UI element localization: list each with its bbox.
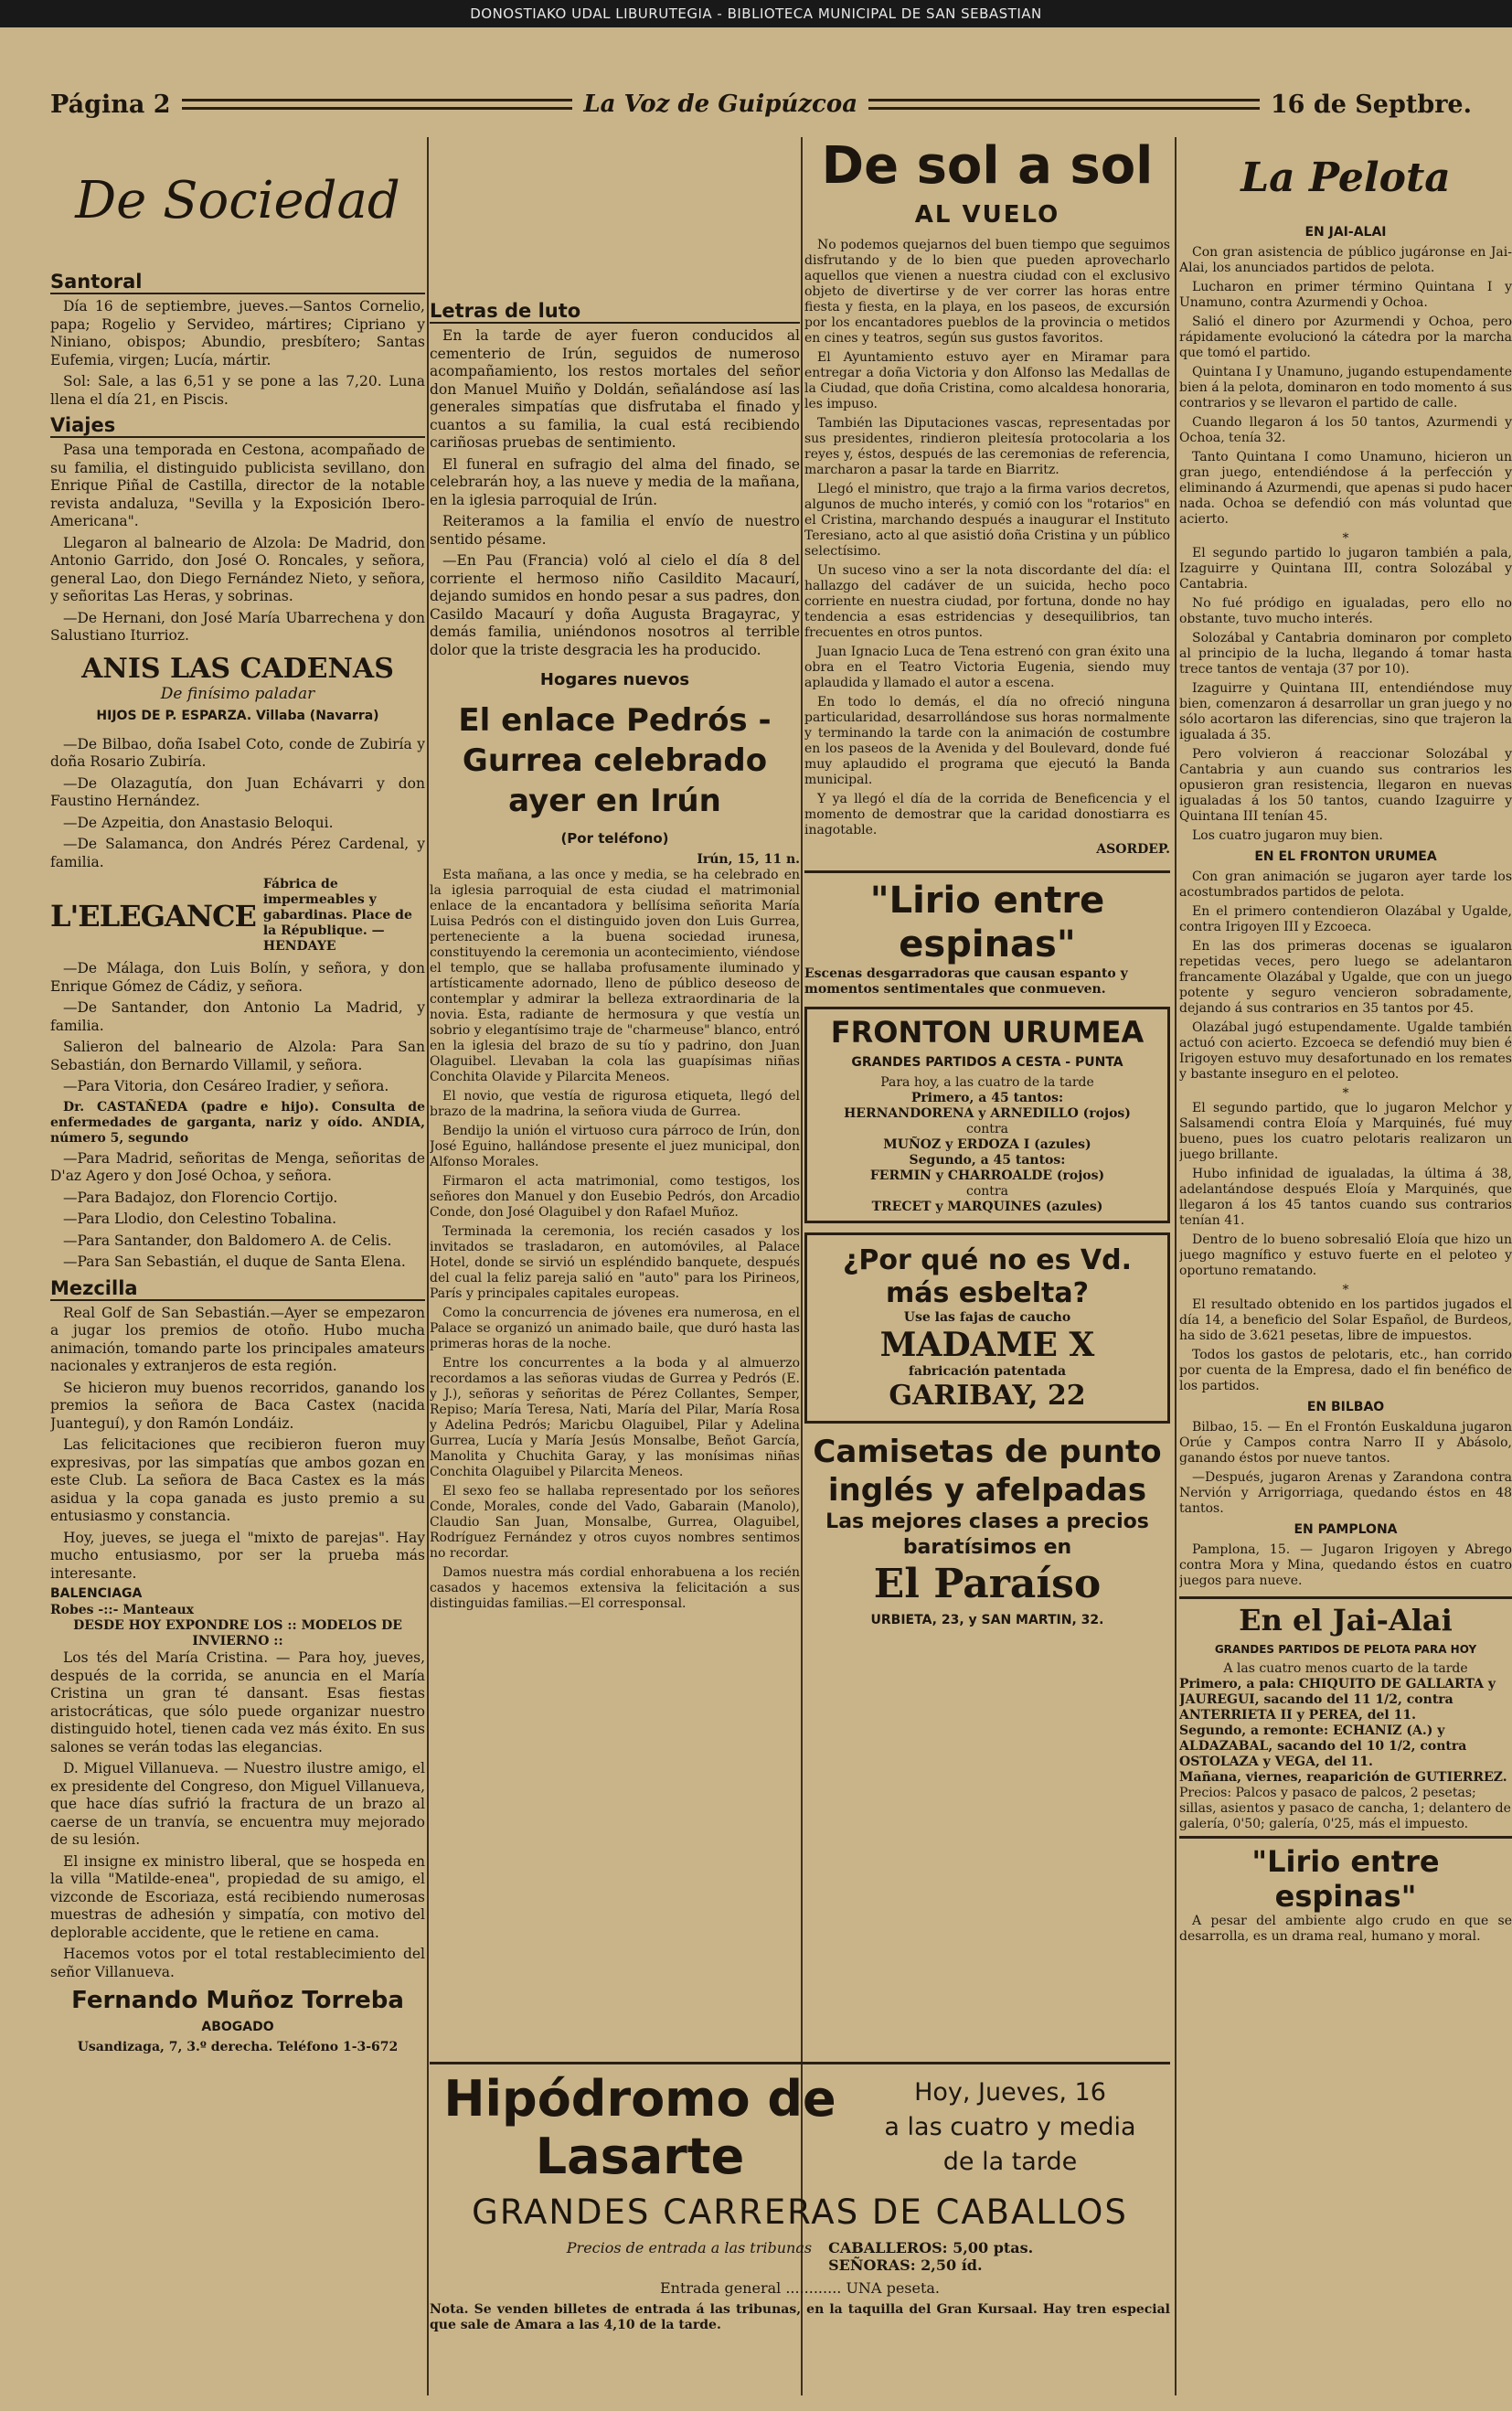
paragraph: A pesar del ambiente algo crudo en que se desarrolla, es un drama real, humano y moral. [1179,1914,1512,1944]
paragraph: —Para San Sebastián, el duque de Santa Elena. [63,1254,406,1270]
paragraph: —Para Badajoz, don Florencio Cortijo. [63,1189,338,1206]
separator-asterisk: * [1342,1086,1349,1101]
ad-text: Fábrica de impermeables y gabardinas. Place de la République. — HENDAYE [262,877,412,954]
ad-line: Use las fajas de caucho [903,1310,1071,1325]
ad-line: inglés y afelpadas [827,1472,1147,1509]
paragraph: Cuando llegaron á los 50 tantos, Azurmendi y Ochoa, tenía 32. [1179,415,1512,445]
paragraph: Damos nuestra más cordial enhorabuena a los recién casados y hacemos extensiva la felicitación a sus distinguidas familias.—El corresponsal. [430,1565,800,1611]
ad-title: Fernando Muñoz Torreba [71,1987,404,2014]
paragraph: Las felicitaciones que recibieron fueron muy expresivas, por las simpatías que ambos gozan en este Club. La señora de Baca Castex es la más asidua y la copa ganada es justo premio a su entusiasmo y constancia. [50,1436,425,1524]
ad-maker: HIJOS DE P. ESPARZA. Villaba (Navarra) [96,708,379,723]
ad-line: FERMIN y CHARROALDE (rojos) [869,1168,1105,1183]
ad-balenciaga [50,1586,425,1649]
column-luto-enlace [430,137,800,2395]
paragraph: Lucharon en primer término Quintana I y Unamuno, contra Azurmendi y Ochoa. [1179,280,1512,310]
ad-title: "Lirio entre espinas" [869,880,1105,965]
ad-line: fabricación patentada [908,1364,1067,1379]
paragraph: Los cuatro jugaron muy bien. [1192,828,1383,843]
paragraph: Hacemos votos por el total restablecimiento del señor Villanueva. [50,1946,425,1980]
paragraph: También las Diputaciones vascas, representadas por sus presidentes, rindieron pleitesía protocolaria a los reyes y, éstos, después de las ceremonias de referencia, marcharon a pasar la tarde en Biarritz. [804,416,1170,477]
column-la-pelota [1179,137,1512,2395]
paragraph: El novio, que vestía de rigurosa etiqueta, llegó del brazo de la madrina, la señora viuda de Gurrea. [430,1089,800,1119]
masthead-rule-right [868,99,1260,110]
paragraph: —De Azpeitia, don Anastasio Beloqui. [63,814,334,831]
ad-line: a las cuatro y media [884,2113,1136,2141]
paragraph: —De Málaga, don Luis Bolín, y señora, y don Enrique Gómez de Cádiz, y señora. [50,960,425,995]
ad-line: HERNANDORENA y ARNEDILLO (rojos) [844,1106,1131,1121]
article-headline: El enlace Pedrós - Gurrea celebrado ayer en Irún [458,702,772,819]
column-divider [427,137,429,2395]
paragraph: —De Olazagutía, don Juan Echávarri y don Faustino Hernández. [50,774,425,809]
ad-title: "Lirio entre espinas" [1251,1844,1440,1914]
ad-el-paraiso [804,1433,1170,1627]
paragraph: No fué pródigo en igualadas, pero ello no obstante, tuvo mucho interés. [1179,596,1512,626]
prices-list [828,2239,1033,2274]
ad-note: Nota. Se venden billetes de entrada á las tribunas, en la taquilla del Gran Kursaal. Hay tren especial que sale de Amara a las 4,10 de la tarde. [430,2302,1170,2332]
ad-line: TRECET y MARQUINES (azules) [871,1200,1103,1214]
ad-line: Hoy, Jueves, 16 [914,2078,1106,2107]
paragraph: Izaguirre y Quintana III, entendiéndose muy bien, comenzaron á desarrollar un gran juego y no sólo acortaron las diferencias, sino que trajeron la igualada á 35. [1179,681,1512,742]
ad-subtitle: De finísimo paladar [160,684,315,703]
ad-lirio-2 [1179,1844,1512,1945]
paragraph: Solozábal y Cantabria dominaron por completo al principio de la lucha, llegando á tomar hasta trece tantos de ventaja (37 por 10). [1179,631,1512,677]
ad-prices: Precios: Palcos y pasaco de palcos, 2 pesetas; sillas, asientos y pasaco de cancha, 1; delantero de galería, 0'50; galería, 0'25, más el impuesto. [1179,1786,1511,1831]
paragraph: Reiteramos a la familia el envío de nuestro sentido pésame. [430,513,800,548]
separator-asterisk: * [1342,531,1349,546]
paragraph: Esta mañana, a las once y media, se ha celebrado en la iglesia parroquial de esta ciudad el matrimonial enlace de la encantadora y bellísima señorita María Luisa Pedrós con el distinguido joven don Luis Gurrea, perteneciente a la buena sociedad irunesa, constituyendo la ceremonia un acontecimiento, viéndose el templo, que se hallaba profusamente iluminado y artísticamente adornado, lleno de público deseoso de contemplar y admirar la belleza extraordinaria de la novia. Esta, radiante de hermosura y que vestía un sobrio y elegantísimo traje de "charmeuse" blanco, entró en la iglesia del brazo de su tío y padrino, don Juan Olaguibel. Llevaban la cola las guapísimas niñas Conchita Olavide y Pilarcita Meneos. [430,868,800,1084]
issue-date: 16 de Septbre. [1270,90,1473,119]
paragraph: —De Hernani, don José María Ubarrechena y don Salustiano Iturrioz. [50,609,425,644]
subsection-head: EN PAMPLONA [1294,1522,1398,1537]
paragraph: Firmaron el acta matrimonial, como testigos, los señores don Manuel y don Eusebio Pedrós, don Arcadio Conde, don José Olaguibel y don Rafael Muñoz. [430,1174,800,1220]
ad-brand: MADAME X [879,1326,1095,1364]
paragraph: Bilbao, 15. — En el Frontón Euskalduna jugaron Orúe y Campos contra Narro II y Abásolo, ganando éstos por nueve tantos. [1179,1420,1512,1466]
paragraph: Y ya llegó el día de la corrida de Beneficencia y el momento de demostrar que la caridad donostiarra es inagotable. [804,792,1170,837]
paragraph: Con gran animación se jugaron ayer tarde los acostumbrados partidos de pelota. [1179,869,1512,900]
ad-hipodromo [430,2062,1170,2400]
ad-line: de la tarde [942,2148,1078,2176]
paragraph: Los tés del María Cristina. — Para hoy, jueves, después de la corrida, se anuncia en el María Cristina un gran té dansant. Esas fiestas aristocráticas, que sólo puede organizar nuestro distinguido hotel, tienen cada vez más éxito. En sus salones se verán todas las elegancias. [50,1649,425,1755]
column-de-sol-a-sol [804,137,1170,2057]
ad-line: Las mejores clases a precios baratísimos en [825,1510,1149,1559]
paragraph: Sol: Sale, a las 6,51 y se pone a las 7,20. Luna llena el día 21, en Piscis. [50,373,425,408]
paragraph: El sexo feo se hallaba representado por los señores Conde, Morales, conde del Vado, Gabarain (Manolo), Claudio San Juan, Monsalbe, Gurrea, Olaguibel, Rodríguez Fernández y otros cuyos nombres sentimos no recordar. [430,1484,800,1561]
paragraph: Hoy, jueves, se juega el "mixto de parejas". Hay mucho entusiasmo, por ser la prueba más interesante. [50,1529,425,1582]
paragraph: D. Miguel Villanueva. — Nuestro ilustre amigo, el ex presidente del Congreso, don Miguel Villanueva, que hace días sufrió la fractura de un brazo al caerse de un tranvía, se encuentra muy mejorado de su lesión. [50,1760,425,1848]
ad-subtitle: Robes -::- Manteaux [50,1603,194,1617]
ad-text: DESDE HOY EXPONDRE LOS :: MODELOS DE INVIERNO :: [73,1618,402,1648]
ad-jai-alai [1179,1596,1512,1839]
ad-castaneda: Dr. CASTAÑEDA (padre e hijo). Consulta de enfermedades de garganta, nariz y oído. ANDIA, número 5, segundo [50,1099,425,1146]
library-header: DONOSTIAKO UDAL LIBURUTEGIA - BIBLIOTECA MUNICIPAL DE SAN SEBASTIAN [0,0,1512,27]
ad-line: Para hoy, a las cuatro de la tarde [880,1075,1094,1090]
paragraph: Terminada la ceremonia, los recién casados y los invitados se trasladaron, en automóviles, al Palace Hotel, donde se sirvió un espléndido banquete, después del cual la feliz pareja salió en "auto" para los Pirineos, París y principales capitales europeas. [430,1224,800,1301]
page-number: Página 2 [50,90,171,119]
column-sociedad [50,137,425,2395]
paragraph: Quintana I y Unamuno, jugando estupendamente bien á la pelota, dominaron en todo momento á sus contrarios y se llevaron el partido de calle. [1179,365,1512,411]
paragraph: Tanto Quintana I como Unamuno, hicieron un gran juego, entendiéndose á la perfección y eliminando á Azurmendi, que apenas si pudo hacer nada. Ochoa se defendió con más voluntad que acierto. [1179,450,1512,527]
paragraph: Bendijo la unión el virtuoso cura párroco de Irún, don José Eguino, hallándose presente el juez municipal, don Alfonso Morales. [430,1124,800,1169]
masthead-rule-left [182,99,573,110]
paragraph: Llegó el ministro, que trajo a la firma varios decretos, algunos de mucho interés, y comió con los "rotarios" en el Cristina, marchando después a inaugurar el Instituto Teresiano, acto al que asistió doña Cristina y un público selectísimo. [804,482,1170,559]
ad-elegance [50,877,425,955]
price-general: Entrada general ............ UNA peseta. [659,2279,941,2297]
paragraph: Salió el dinero por Azurmendi y Ochoa, pero rápidamente evolucionó la cátedra por la marcha que tomó el partido. [1179,315,1512,360]
ad-title: ¿Por qué no es Vd. más esbelta? [842,1244,1132,1309]
ad-subtitle: ABOGADO [201,2020,274,2034]
price-senoras: SEÑORAS: 2,50 íd. [828,2256,983,2274]
ad-line: MUÑOZ y ERDOZA I (azules) [883,1137,1091,1152]
paragraph: El Ayuntamiento estuvo ayer en Miramar para entregar a doña Victoria y don Alfonso las Medallas de la Ciudad, que doña Cristina, como alcaldesa honoraria, les impuso. [804,350,1170,411]
paragraph: En el primero contendieron Olazábal y Ugalde, contra Irigoyen III y Ezcoeca. [1179,904,1512,934]
ad-line: Mañana, viernes, reaparición de GUTIERREZ. [1179,1770,1507,1785]
ad-headline: GRANDES CARRERAS DE CABALLOS [472,2192,1128,2232]
paragraph: Pasa una temporada en Cestona, acompañado de su familia, el distinguido publicista sevillano, don Enrique Piñal de Castilla, director de la notable revista andaluza, "Sevilla y la Exposición Ibero-Americana". [50,442,425,529]
paragraph: Un suceso vino a ser la nota discordante del día: el hallazgo del cadáver de un suicida, hecho poco corriente en nuestra ciudad, por fortuna, donde no hay tendencia a esas estridencias y desequilibrios, tan frecuentes en otros puntos. [804,563,1170,640]
paragraph: —De Salamanca, don Andrés Pérez Cardenal, y familia. [50,836,425,870]
paragraph: Entre los concurrentes a la boda y al almuerzo recordamos a las señoras viudas de Gurrea y Pedrós (E. y J.), señoras y señoritas de Pérez Collantes, Semper, Repiso; María Teresa, Nati, María del Pilar, María Rosa y Adelina Pedrós; Maricbu Olaguibel, Pilar y Adelina Gurrea, Lucía y María Jesús Monsalbe, Beñot García, Manolita y Chuchita Garay, y las monísimas niñas Conchita Olaguibel y Pilarcita Meneos. [430,1356,800,1479]
paragraph: El funeral en sufragio del alma del finado, se celebrarán hoy, a las nueve y media de la mañana, en la iglesia parroquial de Irún. [430,455,800,508]
ad-line: Segundo, a remonte: ECHANIZ (A.) y ALDAZABAL, sacando del 10 1/2, contra OSTOLAZA y VEGA, del 11. [1179,1723,1467,1769]
sociedad-header-illustration: De Sociedad [75,171,400,230]
article-byline: (Por teléfono) [560,830,669,847]
prices-label: Precios de entrada a las tribunas [566,2239,813,2256]
paragraph: En las dos primeras docenas se igualaron repetidas veces, pero luego se adelantaron francamente Olazábal y Ugalde, que con un juego potente y seguro vencieron sobradamente, dejando á sus contrarios en 35 tantos por 45. [1179,939,1512,1016]
paragraph: Llegaron al balneario de Alzola: De Madrid, don Antonio Garrido, don José O. Roncales, y señora, general Lao, don Diego Fernández Nieto, y señora, y señoritas Las Heras, y sobrinas. [50,534,425,604]
ad-title: Hipódromo de Lasarte [443,2070,836,2185]
paragraph: Olazábal jugó estupendamente. Ugalde también actuó con acierto. Ezcoeca se defendió muy bien é Irigoyen estuvo muy desafortunado en los remates y bastante inseguro en el peloteo. [1179,1020,1512,1082]
ad-line: Primero, a pala: CHIQUITO DE GALLARTA y JAUREGUI, sacando del 11 1/2, contra ANTERRIETA II y PEREA, del 11. [1179,1677,1496,1723]
paragraph: Salieron del balneario de Alzola: Para San Sebastián, don Bernardo Villamil, y señora. [50,1039,425,1073]
paragraph: —Para Llodio, don Celestino Tobalina. [63,1211,337,1227]
paragraph: —De Santander, don Antonio La Madrid, y familia. [50,999,425,1034]
article-dateline: Irún, 15, 11 n. [697,852,800,867]
section-title-hogares: Hogares nuevos [539,670,690,689]
column-divider [1175,137,1177,2395]
ad-address: URBIETA, 23, y SAN MARTIN, 32. [870,1613,1104,1627]
section-headline: De sol a sol [821,137,1154,196]
paragraph: —En Pau (Francia) voló al cielo el día 8 del corriente el hermoso niño Casildito Macaurí, dejando sumidos en hondo pesar a sus padres, don Casildo Macaurí y doña Augusta Bragayrac, y demás familia, uniéndonos nosotros al terrible dolor que la triste desgracia les ha producido. [430,552,800,658]
paragraph: —Para Madrid, señoritas de Menga, señoritas de D'az Agero y don José Ochoa, y señora. [50,1149,425,1184]
ad-title: FRONTON URUMEA [830,1015,1145,1050]
ad-title: ANIS LAS CADENAS [81,652,394,685]
section-title-mezcla: Mezcilla [50,1277,425,1301]
ad-madame-x [804,1232,1170,1424]
paragraph: El segundo partido, que lo jugaron Melchor y Salsamendi contra Eloía y Marquinés, fué muy bueno, pues los cuatro pelotaris realizaron un juego brillante. [1179,1101,1512,1162]
paragraph: Todos los gastos de pelotaris, etc., han corrido por cuenta de la Empresa, dado el fin benéfico de los partidos. [1179,1348,1512,1393]
paragraph: Pamplona, 15. — Jugaron Irigoyen y Abrego contra Mora y Mina, quedando éstos en cuatro juegos para nueve. [1179,1542,1512,1588]
section-title-luto: Letras de luto [430,300,800,324]
paragraph: Hubo infinidad de igualadas, la última á 38, adelantándose después Eloía y Marquinés, que llegaron á los 45 tantos cuando sus contrarios tenían 41. [1179,1167,1512,1228]
masthead [50,80,1472,128]
section-title-santoral: Santoral [50,271,425,294]
paragraph: —De Bilbao, doña Isabel Coto, conde de Zubiría y doña Rosario Zubiría. [50,735,425,770]
paragraph: Juan Ignacio Luca de Tena estrenó con gran éxito una obra en el Teatro Victoria Eugenia, siendo muy aplaudida y llamado el autor a escena. [804,645,1170,690]
paragraph: Dentro de lo bueno sobresalió Eloía que hizo un juego magnífico y estuvo fuerte en el peloteo y oportuno rematando. [1179,1232,1512,1278]
ad-line: Camisetas de punto [813,1434,1162,1470]
ad-line: GRANDES PARTIDOS A CESTA - PUNTA [851,1055,1123,1070]
paragraph: Se hicieron muy buenos recorridos, ganando los premios la señora de Baca Castex (nacida Juanteguí), y don Ramón Londáiz. [50,1379,425,1432]
ad-title: BALENCIAGA [50,1586,143,1601]
paragraph: Día 16 de septiembre, jueves.—Santos Cornelio, papa; Rogelio y Servideo, mártires; Cipriano y Niniano, obispos; Abundio, presbítero; Santas Eufemia, virgen; Lucía, mártir. [50,298,425,368]
subsection-head: EN JAI-ALAI [1304,225,1387,240]
ad-title: L'ELEGANCE [50,898,256,933]
subsection-head: EN BILBAO [1306,1400,1385,1414]
paragraph: El insigne ex ministro liberal, que se hospeda en la villa "Matilde-enea", propiedad de su amigo, el vizconde de Escoriaza, está recibiendo numerosas muestras de adhesión y simpatía, con motivo del deplorable accidente, que le retiene en cama. [50,1852,425,1941]
section-title-viajes: Viajes [50,414,425,438]
price-caballeros: CABALLEROS: 5,00 ptas. [828,2239,1034,2256]
ad-line: contra [966,1122,1008,1136]
ad-line: Segundo, a 45 tantos: [909,1153,1066,1168]
ad-fronton-urumea [804,1007,1170,1223]
ad-line: GRANDES PARTIDOS DE PELOTA PARA HOY [1214,1643,1477,1656]
separator-asterisk: * [1342,1283,1349,1297]
paragraph: En todo lo demás, el día no ofreció ninguna particularidad, desarrollándose sus horas normalmente y terminando la tarde con la animación de costumbre en los paseos de la Avenida y del Boulevard, donde fué muy aplaudido el programa que ejecutó la Banda municipal. [804,695,1170,787]
paragraph: No podemos quejarnos del buen tiempo que seguimos disfrutando y de lo bien que pueden aprovecharlo aquellos que vienen a nuestra ciudad con el exclusivo objeto de divertirse y de ver correr las horas entre fiesta y fiesta, en la playa, en los paseos, de excursión por los encantadores pueblos de la provincia o metidos en cines y teatros, según sus gustos favoritos. [804,238,1170,346]
ad-when [850,2075,1170,2180]
ad-line: contra [966,1184,1008,1199]
paragraph: —Para Vitoria, don Cesáreo Iradier, y señora. [63,1078,389,1094]
ad-lirio [804,870,1170,997]
ad-address: Usandizaga, 7, 3.º derecha. Teléfono 1-3-672 [77,2040,399,2054]
section-subheadline: AL VUELO [914,201,1060,229]
paragraph: El segundo partido lo jugaron también a pala, Izaguirre y Quintana III, contra Solozábal y Cantabria. [1179,546,1512,592]
paragraph: Como la concurrencia de jóvenes era numerosa, en el Palace se organizó un animado baile, que duró hasta las primeras horas de la noche. [430,1306,800,1351]
ad-anis-cadenas [50,651,425,731]
paragraph: Real Golf de San Sebastián.—Ayer se empezaron a jugar los premios de otoño. Hubo mucha animación, tomando parte los principales amateurs nacionales y extranjeros de esta región. [50,1304,425,1374]
article-signature: ASORDEP. [1096,842,1170,857]
paragraph: En la tarde de ayer fueron conducidos al cementerio de Irún, seguidos de numeroso acompañamiento, los restos mortales del señor don Manuel Muiño y Doldán, señalándose así las generales simpatías que disfrutaba el finado y cuantos a su familia, la cual está recibiendo cariñosas pruebas de sentimiento. [430,327,800,451]
paragraph: Pero volvieron á reaccionar Solozábal y Cantabria y aun cuando sus contrarios les opusieron gran resistencia, llegaron en nuevas igualadas á los 50 tantos, cuando Izaguirre y Quintana III tenían 45. [1179,747,1512,824]
column-divider [801,137,803,2395]
newspaper-title: La Voz de Guipúzcoa [583,91,858,118]
ad-title: En el Jai-Alai [1239,1603,1453,1638]
paragraph: Con gran asistencia de público jugáronse en Jai-Alai, los anunciados partidos de pelota. [1179,245,1512,275]
paragraph: El resultado obtenido en los partidos jugados el día 14, a beneficio del Solar Español, de Burdeos, ha sido de 3.621 pesetas, libre de impuestos. [1179,1297,1512,1343]
paragraph: —Después, jugaron Arenas y Zarandona contra Nervión y Arrigorriaga, quedando éstos en 48 tantos. [1179,1470,1512,1516]
pelota-header-illustration: La Pelota [1240,155,1451,201]
ad-line: A las cuatro menos cuarto de la tarde [1223,1661,1468,1676]
subsection-head: EN EL FRONTON URUMEA [1254,849,1437,864]
paragraph: —Para Santander, don Baldomero A. de Celis. [63,1232,392,1249]
ad-prices [430,2239,1170,2274]
ad-address: GARIBAY, 22 [889,1380,1086,1412]
ad-line: Primero, a 45 tantos: [910,1091,1064,1105]
ad-text: Escenas desgarradoras que causan espanto y momentos sentimentales que conmueven. [804,966,1128,997]
ad-brand: El Paraíso [873,1561,1102,1607]
ad-torreba [50,1987,425,2055]
